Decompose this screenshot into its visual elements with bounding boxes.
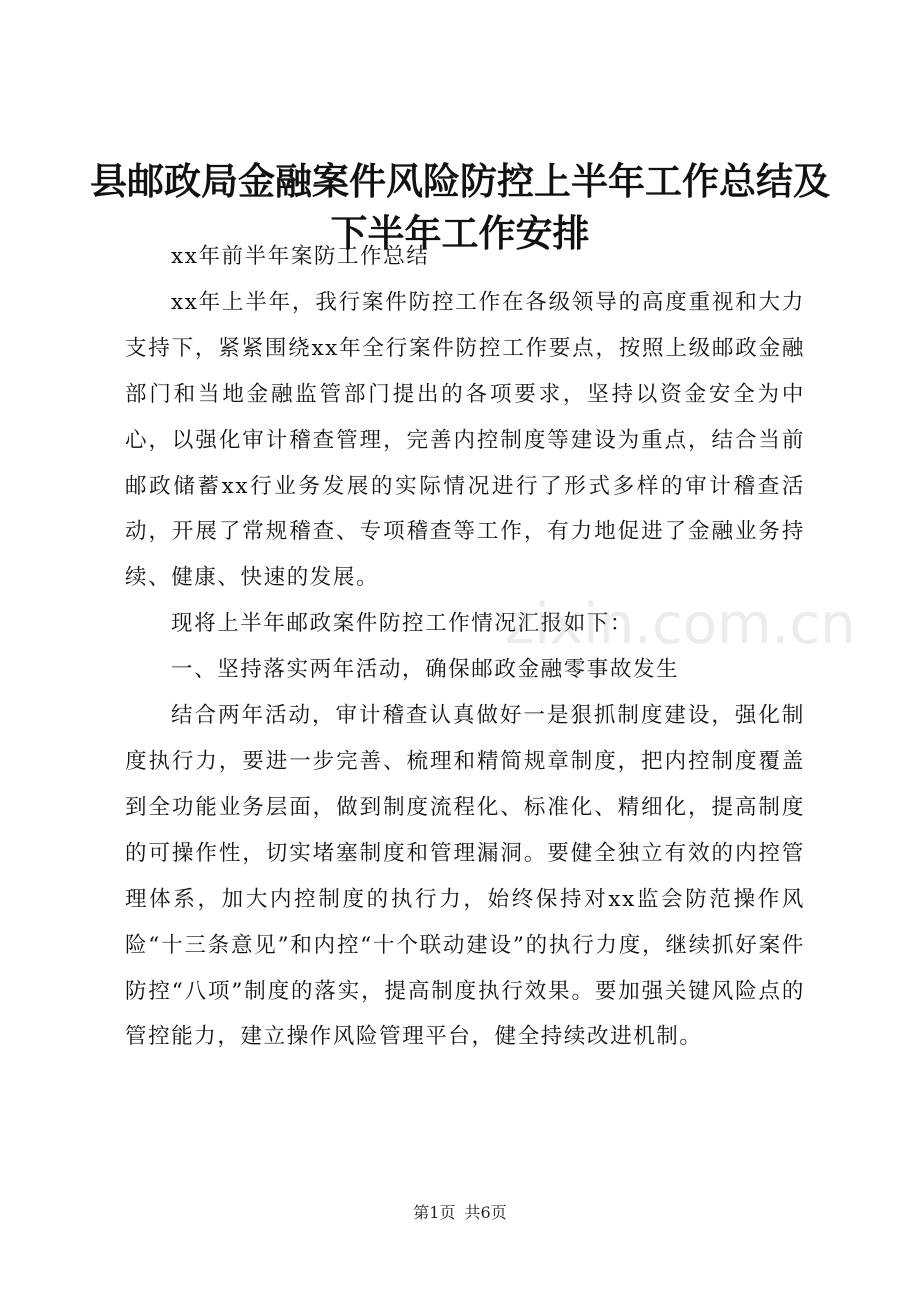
paragraph-report-lead: 现将上半年邮政案件防控工作情况汇报如下：: [171, 611, 634, 637]
paragraph-intro: xx年上半年，我行案件防控工作在各级领导的高度重视和大力支持下，紧紧围绕xx年全行案件防控工作要点，按照上级邮政金融部门和当地金融监管部门提出的各项要求，坚持以资金安全为中心，以强化审计稽查管理，完善内控制度等建设为重点，结合当前邮政储蓄xx行业务发展的实际情况进行了形式多样的审计稽查活动，开展了常规稽查、专项稽查等工作，有力地促进了金融业务持续、健康、快速的发展。: [125, 289, 805, 591]
section-heading-1: 一、坚持落实两年活动，确保邮政金融零事故发生: [171, 657, 680, 683]
page-total: 共6页: [464, 1203, 507, 1222]
page-footer: [0, 1202, 920, 1224]
paragraph-heading-summary: xx年前半年案防工作总结: [171, 244, 430, 269]
document-title: 县邮政局金融案件风险防控上半年工作总结及下半年工作安排: [90, 160, 830, 255]
page-number: 第1页: [413, 1203, 456, 1222]
paragraph-section-1: 结合两年活动，审计稽查认真做好一是狠抓制度建设，强化制度执行力，要进一步完善、梳理和精简规章制度，把内控制度覆盖到全功能业务层面，做到制度流程化、标准化、精细化，提高制度的可操作性，切实堵塞制度和管理漏洞。要健全独立有效的内控管理体系，加大内控制度的执行力，始终保持对xx监会防范操作风险“十三条意见”和内控“十个联动建设”的执行力度，继续抓好案件防控“八项”制度的落实，提高制度执行效果。要加强关键风险点的管控能力，建立操作风险管理平台，健全持续改进机制。: [125, 703, 805, 1050]
document-body: [125, 234, 805, 1060]
watermark: zixin.com.cn: [505, 592, 856, 657]
